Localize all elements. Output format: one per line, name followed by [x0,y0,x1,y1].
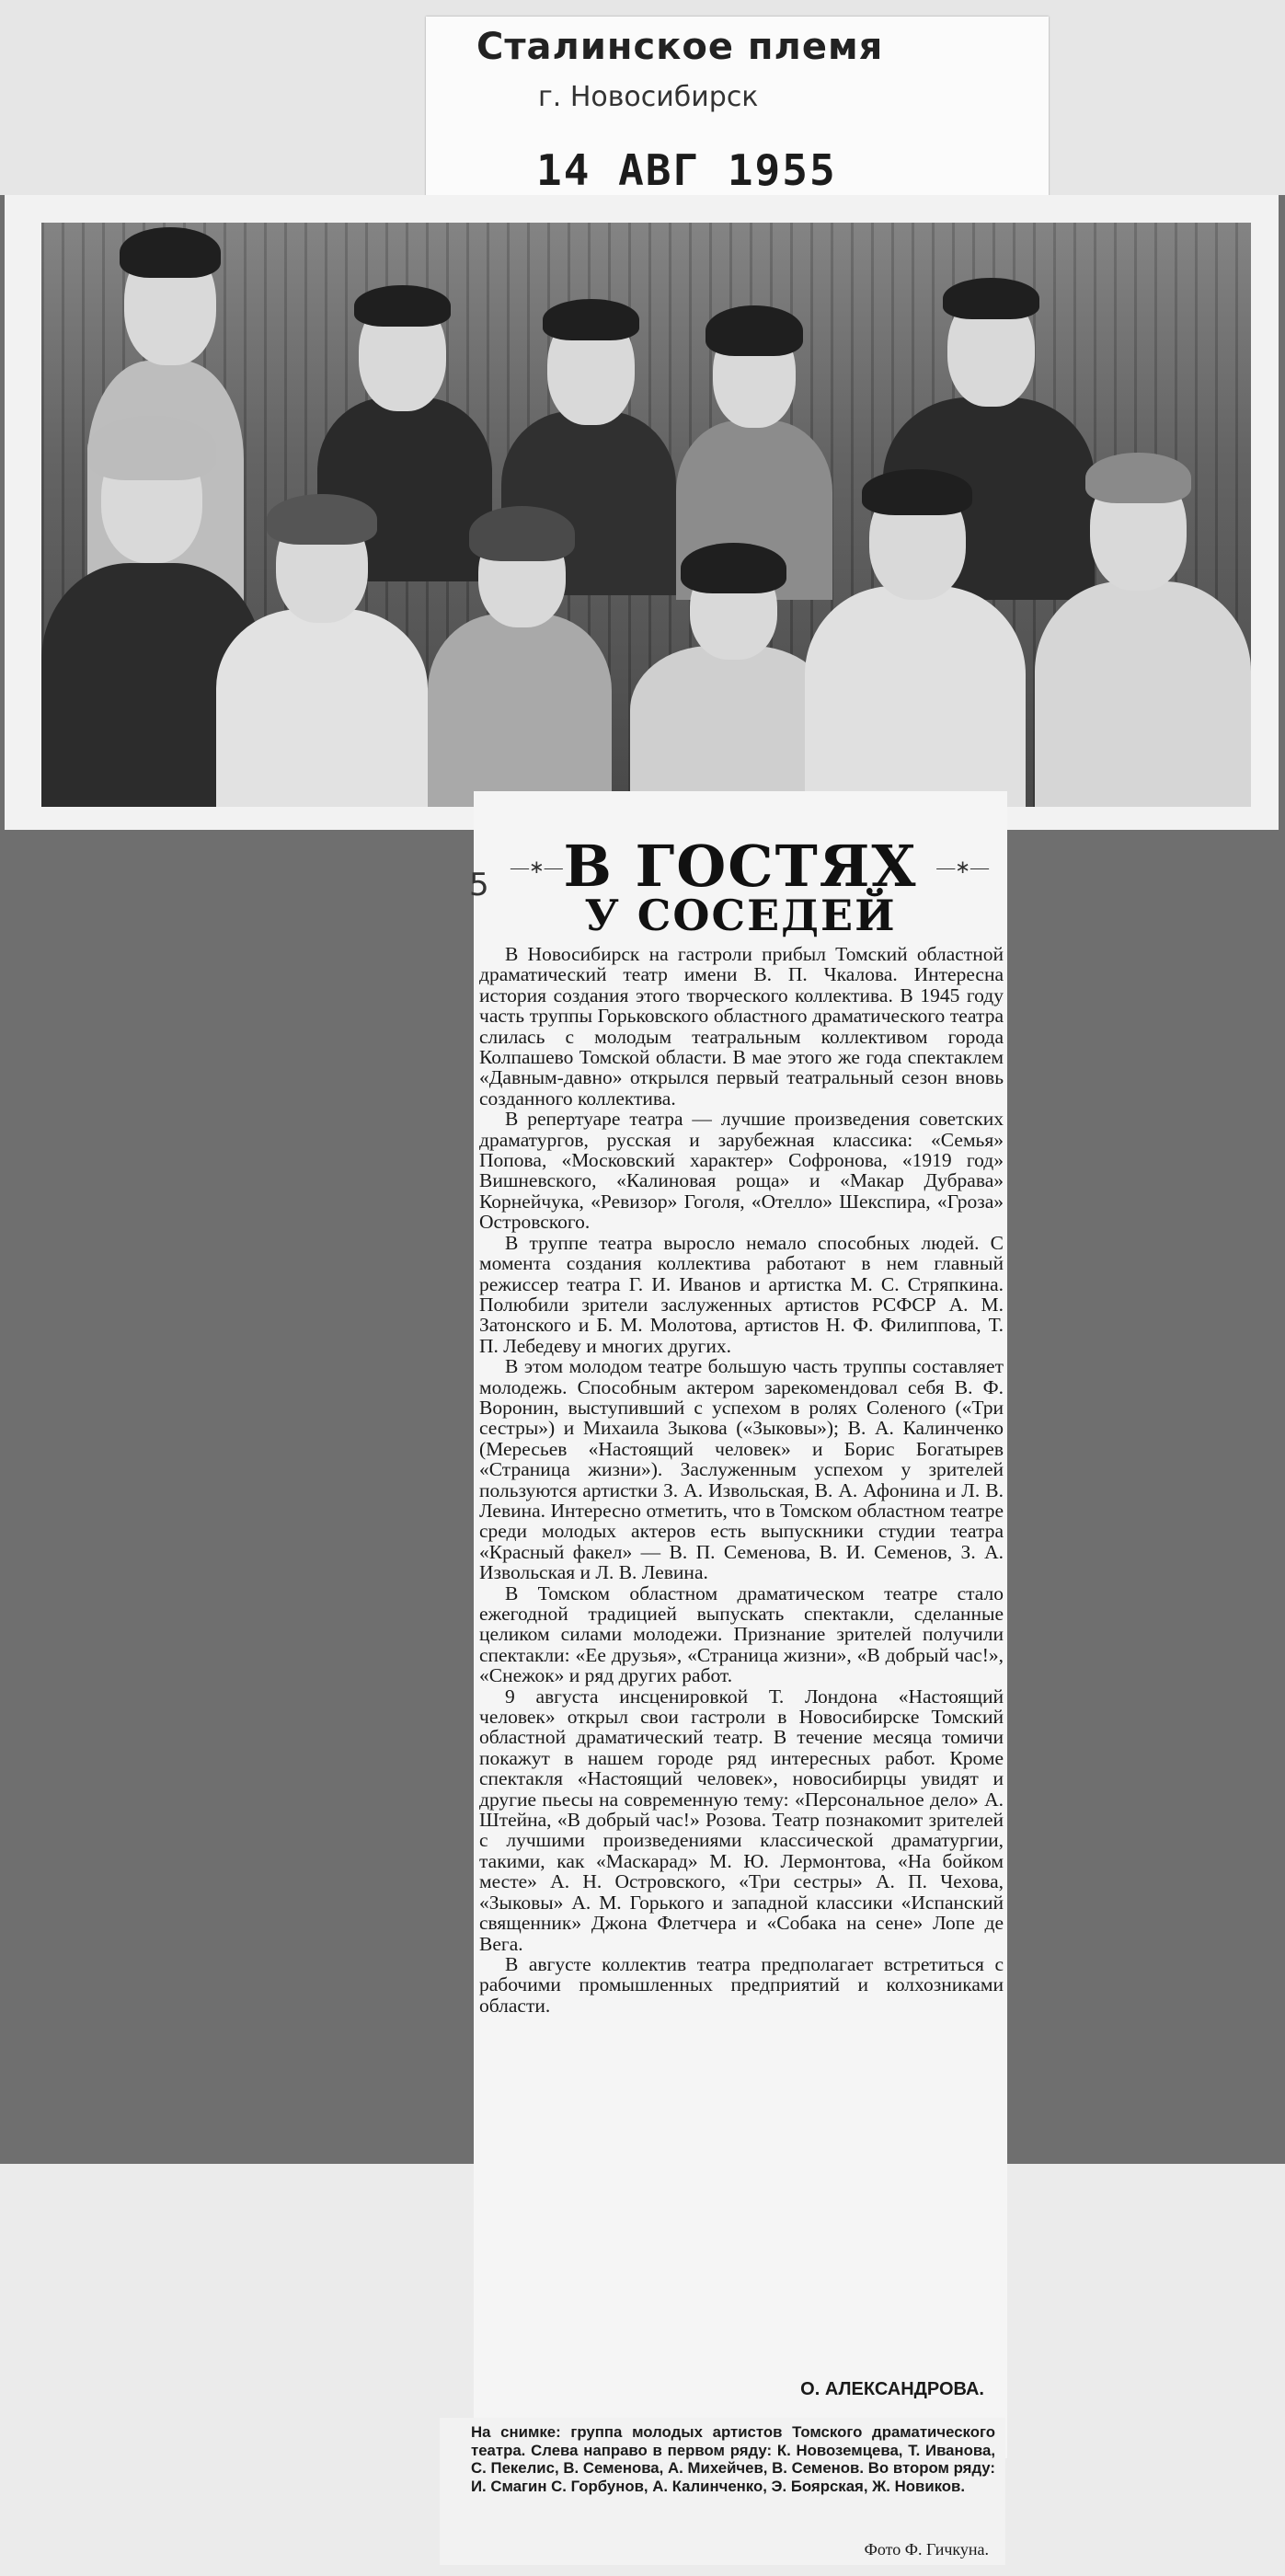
person-silhouette [216,489,428,807]
article-paragraph: В Томском областном драматическом театре стало ежегодной традицией выпускать спектакли, сделанные целиком силами молодежи. Признание зрителей получили спектакли: «Ее друзья», «Страница жизни», «В добрый час!», «Снежок» и ряд других работ. [479,1581,1004,1687]
photo-frame [5,195,1279,830]
photo-caption [440,2418,1005,2565]
article-body [479,944,1004,2016]
photo-credit: Фото Ф. Гичкуна. [864,2540,989,2559]
article-paragraph: 9 августа инсценировкой Т. Лондона «Настоящий человек» открыл свои гастроли в Новосибирске Томский областной драматический театр. В течение месяца томичи покажут в нашем городе ряд интересных работ. Кроме спектакля «Настоящий человек», новосибирцы увидят и другие пьесы на современную тему: «Персональное дело» А. Штейна, «В добрый час!» Розова. Театр познакомит зрителей с лучшими произведениями классической драматургии, такими, как «Маскарад» М. Ю. Лермонтова, «На бойком месте» А. Н. Островского, «Три сестры» А. П. Чехова, «Зыковы» А. М. Горького и западной классики «Испанский священник» Джона Флетчера и «Собака на сене» Лопе де Вега. [479,1685,1004,1955]
person-silhouette [1035,443,1251,807]
headline-subtitle: У СОСЕДЕЙ [584,891,897,940]
article-clipping [469,791,1007,2458]
person-silhouette [630,535,832,807]
article-paragraph: В труппе театра выросло немало способных людей. С момента создания коллектива работают в нем главный режиссер театра Г. И. Иванов и артистка М. С. Стряпкина. Полюбили зрители заслуженных артистов РСФСР А. М. Затонского и Б. М. Молотова, артистов Н. Ф. Филиппова, Т. П. Лебедеву и многих других. [479,1231,1004,1357]
newspaper-name: Сталинское племя [476,26,884,68]
newspaper-stamp [426,17,1049,210]
newspaper-city: г. Новосибирск [538,81,759,113]
person-silhouette [428,499,612,807]
headline-ornament-right: —∗— [936,857,989,878]
article-paragraph: В репертуаре театра — лучшие произведения советских драматургов, русская и зарубежная классика: «Семья» Попова, «Московский характер» Софронова, «1919 год» Вишневского, «Калиновая роща» и «Макар Дубрава» Корнейчука, «Ревизор» Гоголя, «Отелло» Шекспира, «Гроза» Островского. [479,1108,1004,1234]
article-paragraph: В августе коллектив театра предполагает встретиться с рабочими промышленных предприятий и колхозниками области. [479,1952,1004,2017]
page-mark: 5 [469,867,489,903]
article-paragraph: В Новосибирск на гастроли прибыл Томский областной драматический театр имени В. П. Чкалова. Интересна история создания этого творческого коллектива. В 1945 году часть труппы Горьковского областного драматического театра слилась с молодым театральным коллективом города Колпашево Томской области. В мае этого же года спектаклем «Давным-давно» открылся первый театральный сезон вновь созданного коллектива. [479,943,1004,1110]
group-photo [41,223,1251,807]
article-paragraph: В этом молодом театре большую часть труппы составляет молодежь. Способным актером зарекомендовал себя В. Ф. Воронин, выступивший с успехом в ролях Соленого («Три сестры») и Михаила Зыкова («Зыковы»); В. А. Калинченко (Мересьев «Настоящий человек» и Борис Богатырев «Страница жизни»). Заслуженным успехом у зрителей пользуются артистки З. А. Извольская, В. А. Афонина и Л. В. Левина. Интересно отметить, что в Томском областном театре среди молодых актеров есть выпускники студии театра «Красный факел» — В. П. Семенова, В. И. Семенов, З. А. Извольская и Л. В. Левина. [479,1355,1004,1584]
person-silhouette [805,462,1026,807]
newspaper-date: 14 АВГ 1955 [536,145,837,195]
article-author: О. АЛЕКСАНДРОВА. [800,2379,984,2399]
caption-text: На снимке: группа молодых артистов Томского драматического театра. Слева направо в первом ряду: К. Новоземцева, Т. Иванова, С. Пекелис, В. Семенова, А. Михейчев, В. Семенов. Во втором ряду: И. Смагин С. Горбунов, А. Калинченко, Э. Боярская, Ж. Новиков. [471,2423,995,2495]
headline-ornament-left: —∗— [511,857,563,878]
headline: В ГОСТЯХ [563,833,918,900]
